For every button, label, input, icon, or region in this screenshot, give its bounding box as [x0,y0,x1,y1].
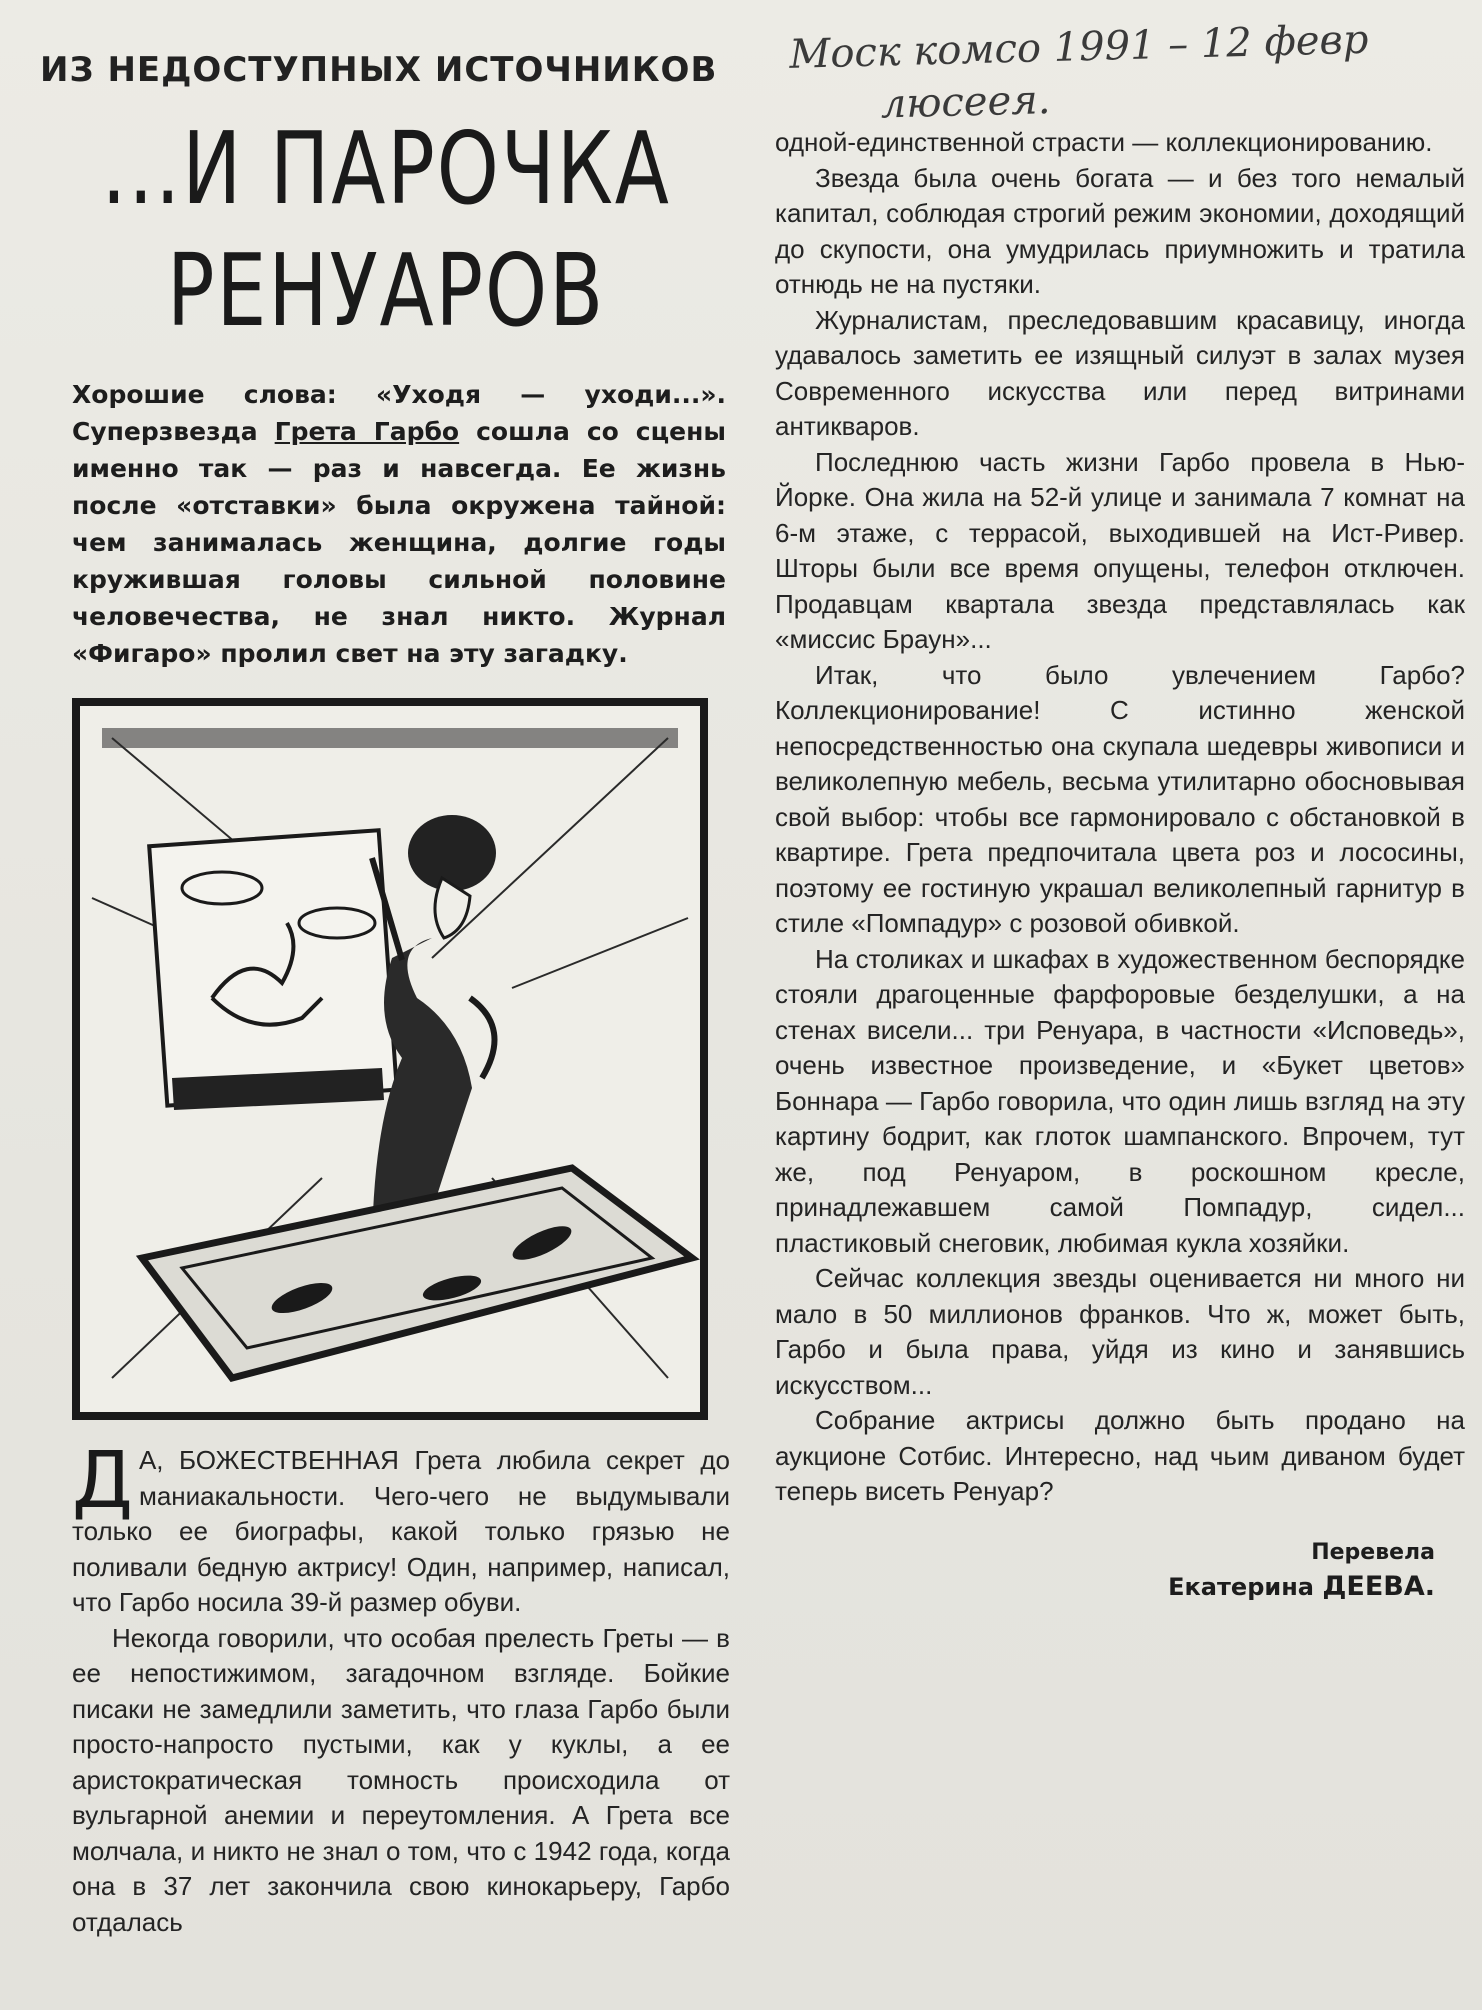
signature-name [775,1570,1435,1604]
headline-line2: РЕНУАРОВ [166,232,606,349]
paragraph-5: Последнюю часть жизни Гарбо провела в Нью-Йорке. Она жила на 52-й улице и занимала 7 комнат на 6-м этаже, с террасой, выходившей на Ист-Ривер. Шторы были все время опущены, телефон отключен. Продавцам квартала звезда представлялась как «миссис Браун»... [775,446,1465,654]
article-left-body [72,1436,731,1940]
article-right-body [775,125,1465,1510]
lead-underlined-name: Грета Гарбо [274,417,460,446]
paragraph-6: Итак, что было увлечением Гарбо? Коллекционирование! С истинно женской непосредственностью она скупала шедевры живописи и великолепную мебель, весьма утилитарно обосновывая свой выбор: чтобы все гармонировало с обстановкой в квартире. Грета предпочитала цвета роз и лососины, поэтому ее гостиную украшал великолепный гарнитур в стиле «Помпадур» с розовой обивкой. [775,659,1465,938]
handwritten-note-line2: люсеея. [880,77,1051,128]
lead-text-start: Хорошие слова: «Уходя — уходи...». Суперзвезда [72,380,726,446]
lead-text-end: сошла со сцены именно так — раз и навсегда. Ее жизнь после «отставки» была окружена тайной: чем занималась женщина, долгие годы кружившая головы сильной половине человечества, не знал никто. Журнал «Фигаро» пролил свет на эту загадку. [72,417,726,668]
lead-paragraph [72,376,726,672]
illustration [72,698,708,1420]
paragraph-7: На столиках и шкафах в художественном беспорядке стояли драгоценные фарфоровые безделушки, а на стенах висели... три Ренуара, в частности «Исповедь», очень известное произведение, и «Букет цветов» Боннара — Гарбо говорила, что один лишь взгляд на эту картину бодрит, как глоток шампанского. Впрочем, тут же, под Ренуаром, в роскошном кресле, принадлежавшем самой Помпадур, сидел... пластиковый снеговик, любимая кукла хозяйки. [775,943,1465,1258]
signature-label: Перевела [1311,1539,1435,1565]
handwritten-note-line1: Моск комсо 1991 – 12 февр [788,16,1369,78]
rubric: ИЗ НЕДОСТУПНЫХ ИСТОЧНИКОВ [40,50,718,90]
paragraph-1-text: Грета любила секрет до маниакальности. Чего-чего не выдумывали только ее биографы, какой только грязью не поливали бедную актрису! Один, например, написал, что Гарбо носила 39-й размер обуви. [72,1445,731,1617]
paragraph-1 [72,1436,731,1621]
paragraph-2-continued: одной-единственной страсти — коллекционированию. [775,127,1433,157]
paragraph-4: Журналистам, преследовавшим красавицу, иногда удавалось заметить ее изящный силуэт в залах музея Современного искусства или перед витринами антикваров. [775,304,1465,441]
paragraph-1-caps: А, БОЖЕСТВЕННАЯ [138,1445,399,1475]
left-column [36,50,736,1940]
signature-last-name: ДЕЕВА. [1322,1570,1435,1602]
signature-first-name: Екатерина [1168,1572,1314,1601]
drop-cap: Д [72,1436,133,1526]
painting-canvas [149,830,397,1110]
paragraph-9: Собрание актрисы должно быть продано на аукционе Сотбис. Интересно, над чьим диваном будет теперь висеть Ренуар? [775,1405,1465,1506]
right-column [775,125,1465,1604]
headline [78,108,694,352]
handwritten-note [789,11,1471,133]
paragraph-8: Сейчас коллекция звезды оценивается ни много ни мало в 50 миллионов франков. Что ж, может быть, Гарбо и была права, уйдя из кино и занявшись искусством... [775,1263,1465,1400]
paragraph-2: Некогда говорили, что особая прелесть Греты — в ее непостижимом, загадочном взгляде. Бойкие писаки не замедлили заметить, что глаза Гарбо были просто-напросто пустыми, как у куклы, а ее аристократическая томность происходила от вульгарной анемии и переутомления. А Грета все молчала, и никто не знал о том, что с 1942 года, когда она в 37 лет закончила свою кинокарьеру, Гарбо отдалась [72,1622,730,1937]
headline-line1: ...И ПАРОЧКА [101,110,671,227]
signature [775,1536,1465,1604]
paragraph-3: Звезда была очень богата — и без того немалый капитал, соблюдая строгий режим экономии, доходящий до скупости, она умудрилась приумножить и тратила отнюдь не на пустяки. [775,162,1465,299]
